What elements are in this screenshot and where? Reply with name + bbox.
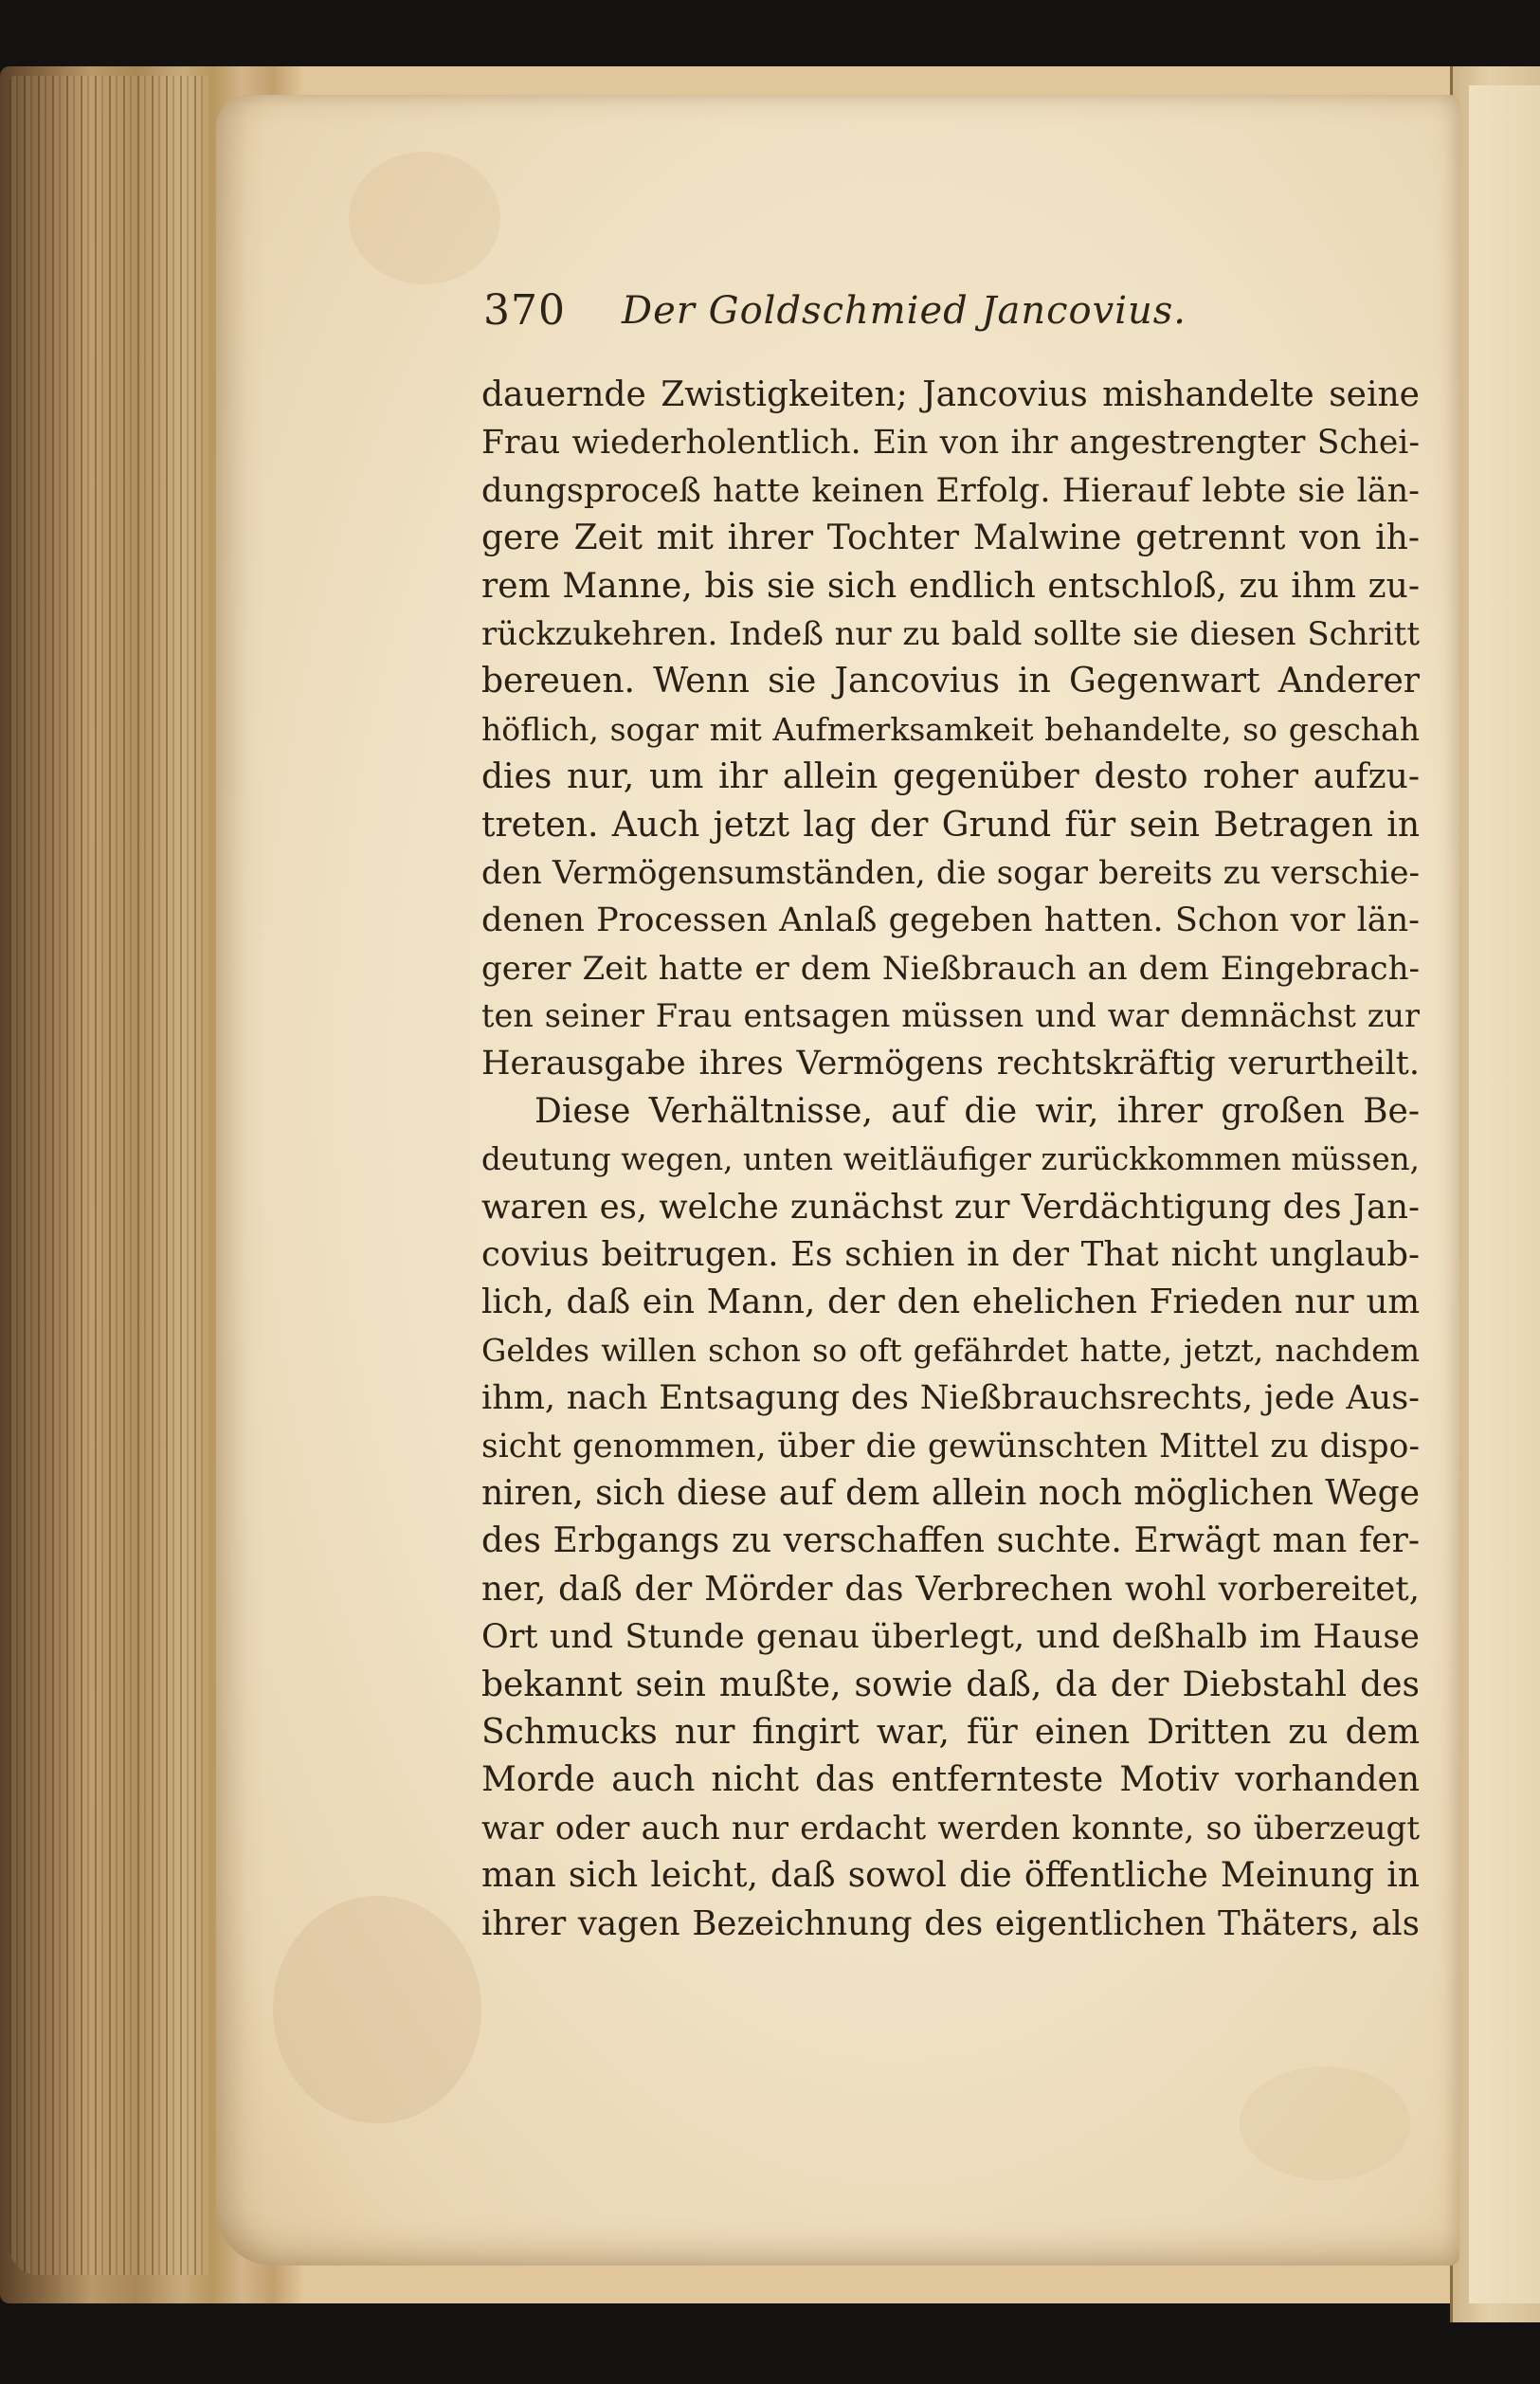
text-line: sicht genommen, über die gewünschten Mittel zu dispo-	[481, 1427, 1420, 1465]
text-line: niren, sich diese auf dem allein noch möglichen Wege	[481, 1473, 1420, 1513]
text-line: dungsproceß hatte keinen Erfolg. Hierauf lebte sie län-	[481, 471, 1420, 510]
page-edges	[9, 76, 208, 2275]
text-line: denen Processen Anlaß gegeben hatten. Schon vor län-	[481, 901, 1420, 940]
text-line: dauernde Zwistigkeiten; Jancovius mishandelte seine	[481, 375, 1420, 414]
text-line: Morde auch nicht das entfernteste Motiv vorhanden	[481, 1760, 1420, 1800]
text-line: war oder auch nur erdacht werden konnte, so überzeugt	[481, 1809, 1420, 1847]
text-line: ihrer vagen Bezeichnung des eigentlichen Thäters, als	[481, 1903, 1420, 1943]
text-line: deutung wegen, unten weitläufiger zurückkommen müssen,	[481, 1141, 1420, 1178]
text-line: bekannt sein mußte, sowie daß, da der Diebstahl des	[481, 1665, 1420, 1704]
text-line: des Erbgangs zu verschaffen suchte. Erwägt man fer-	[481, 1521, 1420, 1561]
text-line: den Vermögensumständen, die sogar bereits zu verschie-	[481, 853, 1420, 892]
adjacent-page	[1469, 85, 1540, 2303]
paper-stain	[1240, 2066, 1410, 2180]
text-line: gere Zeit mit ihrer Tochter Malwine getrennt von ih-	[481, 519, 1420, 558]
text-line: bereuen. Wenn sie Jancovius in Gegenwart Anderer	[481, 662, 1420, 701]
text-line: lich, daß ein Mann, der den ehelichen Frieden nur um	[481, 1283, 1420, 1322]
text-line: ner, daß der Mörder das Verbrechen wohl vorbereitet,	[481, 1569, 1420, 1609]
text-line: gerer Zeit hatte er dem Nießbrauch an dem Eingebrach-	[481, 949, 1420, 988]
text-line: Schmucks nur fingirt war, für einen Dritten zu dem	[481, 1712, 1420, 1752]
paper-stain	[273, 1896, 481, 2123]
page-number: 370	[483, 286, 566, 335]
text-line: man sich leicht, daß sowol die öffentliche Meinung in	[481, 1856, 1420, 1896]
text-line: höflich, sogar mit Aufmerksamkeit behandelte, so geschah	[481, 710, 1420, 748]
text-line: covius beitrugen. Es schien in der That nicht unglaub-	[481, 1235, 1420, 1275]
running-title: Der Goldschmied Jancovius.	[622, 289, 1187, 333]
text-line: rem Manne, bis sie sich endlich entschloß, zu ihm zu-	[481, 566, 1420, 606]
text-line: treten. Auch jetzt lag der Grund für sein Betragen in	[481, 805, 1420, 845]
text-line: Herausgabe ihres Vermögens rechtskräftig verurtheilt.	[481, 1045, 1420, 1083]
text-line: ten seiner Frau entsagen müssen und war demnächst zur	[481, 997, 1420, 1035]
text-line: Ort und Stunde genau überlegt, und deßhalb im Hause	[481, 1618, 1420, 1657]
text-line: Diese Verhältnisse, auf die wir, ihrer großen Be-	[534, 1091, 1420, 1131]
body-text	[481, 372, 1420, 1948]
text-line: waren es, welche zunächst zur Verdächtigung des Jan-	[481, 1187, 1420, 1227]
text-line: dies nur, um ihr allein gegenüber desto roher aufzu-	[481, 757, 1420, 797]
text-line: Geldes willen schon so oft gefährdet hatte, jetzt, nachdem	[481, 1331, 1420, 1369]
page-header	[483, 284, 1187, 337]
text-line: rückzukehren. Indeß nur zu bald sollte sie diesen Schritt	[481, 614, 1420, 653]
paper-stain	[349, 152, 500, 284]
text-line: Frau wiederholentlich. Ein von ihr angestrengter Schei-	[481, 424, 1420, 463]
text-line: ihm, nach Entsagung des Nießbrauchsrechts, jede Aus-	[481, 1379, 1420, 1418]
